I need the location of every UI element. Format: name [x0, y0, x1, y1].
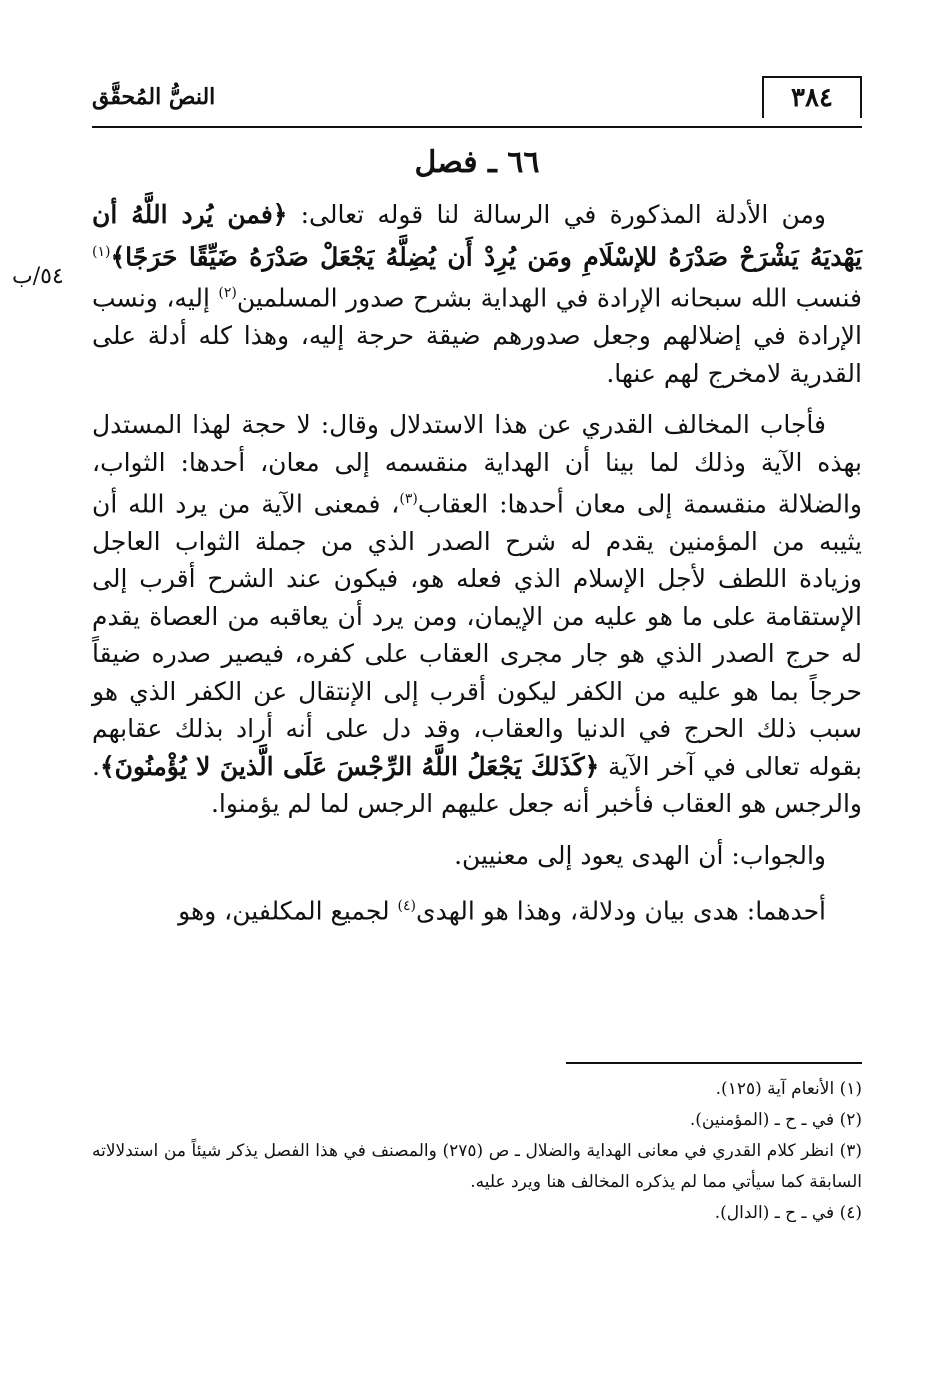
footnote-divider: [566, 1062, 862, 1064]
quran-verse: ﴿كَذَلكَ يَجْعَلُ اللَّهُ الرِّجْسَ عَلَى الَّذينَ لا يُؤْمنُونَ﴾: [99, 751, 600, 781]
footnote: (٤) في ـ ح ـ (الدال).: [714, 1203, 862, 1223]
paragraph: [92, 406, 862, 823]
footnotes: [92, 1074, 862, 1229]
text-segment: ومن الأدلة المذكورة في الرسالة لنا قوله تعالى:: [287, 200, 826, 229]
text-segment: فنسب الله سبحانه الإرادة في الهداية بشرح صدور المسلمين: [236, 283, 862, 313]
text-segment: إليه، ونسب الإرادة في إضلالهم وجعل صدورهم ضيقة حرجة إليه، وهذا كله أدلة على القدرية لامخرج لهم عنها.: [92, 283, 862, 388]
text-segment: ، فمعنى الآية من يرد الله أن يثيبه من المؤمنين يقدم له شرح الصدر الذي من جملة الثواب العاجل وزيادة اللطف لأجل الإسلام الذي فعله هو، فيكون عند الشرح أقرب إلى الإستقامة على ما هو عليه من الإيمان، ومن يرد أن يعاقبه من العصاة يقدم له حرج الصدر الذي هو جار مجرى العقاب على كفره، فيصير صدره ضيقاً حرجاً بما هو عليه من الكفر ليكون أقرب إلى الإنتقال عن الكفر الذي هو سبب ذلك الحرج في الدنيا والعقاب، وقد دل على أنه أراد بذلك عقابهم بقوله تعالى في آخر الآية: [92, 489, 862, 781]
footnote-ref: (٢): [218, 285, 237, 302]
footnote: (٢) في ـ ح ـ (المؤمنين).: [689, 1110, 862, 1130]
paragraph: [92, 837, 862, 875]
text-segment: لجميع المكلفين، وهو: [178, 896, 398, 926]
footnote: (٣) انظر كلام القدري في معانى الهداية والضلال ـ ص (٢٧٥) والمصنف في هذا الفصل يذكر شيئاً من استدلالاته السابقة كما سيأتي مما لم يذكره المخالف هنا ويرد عليه.: [92, 1141, 862, 1192]
quran-verse: ﴿فمن يُرد اللَّهُ أن يَهْديَهُ يَشْرَحْ صَدْرَهُ للإسْلَامِ ومَن يُرِدْ أَن يُضِلَّهُ يَجْعَلْ صَدْرَهُ ضَيِّقًا حَرَجًا﴾: [92, 200, 862, 271]
text-segment: فأجاب المخالف القدري عن هذا الاستدلال وقال: لا حجة لهذا المستدل بهذه الآية وذلك لما بينا أن الهداية منقسمه إلى معان، أحدها: الثواب، والضلالة منقسمة إلى معان أحدها: العقاب: [92, 410, 862, 519]
text-segment: أحدهما: هدى بيان ودلالة، وهذا هو الهدى: [416, 896, 826, 926]
main-text: [92, 140, 862, 944]
paragraph: [92, 888, 862, 930]
text-segment: . والرجس هو العقاب فأخبر أنه جعل عليهم الرجس لما لم يؤمنوا.: [92, 751, 862, 819]
paragraph: [92, 196, 862, 392]
text-segment: والجواب: أن الهدى يعود إلى معنيين.: [454, 840, 826, 870]
paragraphs: [92, 196, 862, 930]
page-number: ٣٨٤: [762, 76, 862, 118]
footnote-ref: (٤): [397, 898, 416, 915]
manuscript-folio-note: ٥٤/ب: [12, 264, 64, 289]
footnote-ref: (٣): [399, 491, 418, 508]
footnote-ref: (١): [92, 243, 111, 260]
running-title: النصُّ المُحقَّق: [92, 84, 216, 110]
page-header: [92, 76, 862, 128]
section-title: ٦٦ ـ فصل: [414, 145, 540, 180]
footnote: (١) الأنعام آية (١٢٥).: [715, 1079, 862, 1099]
